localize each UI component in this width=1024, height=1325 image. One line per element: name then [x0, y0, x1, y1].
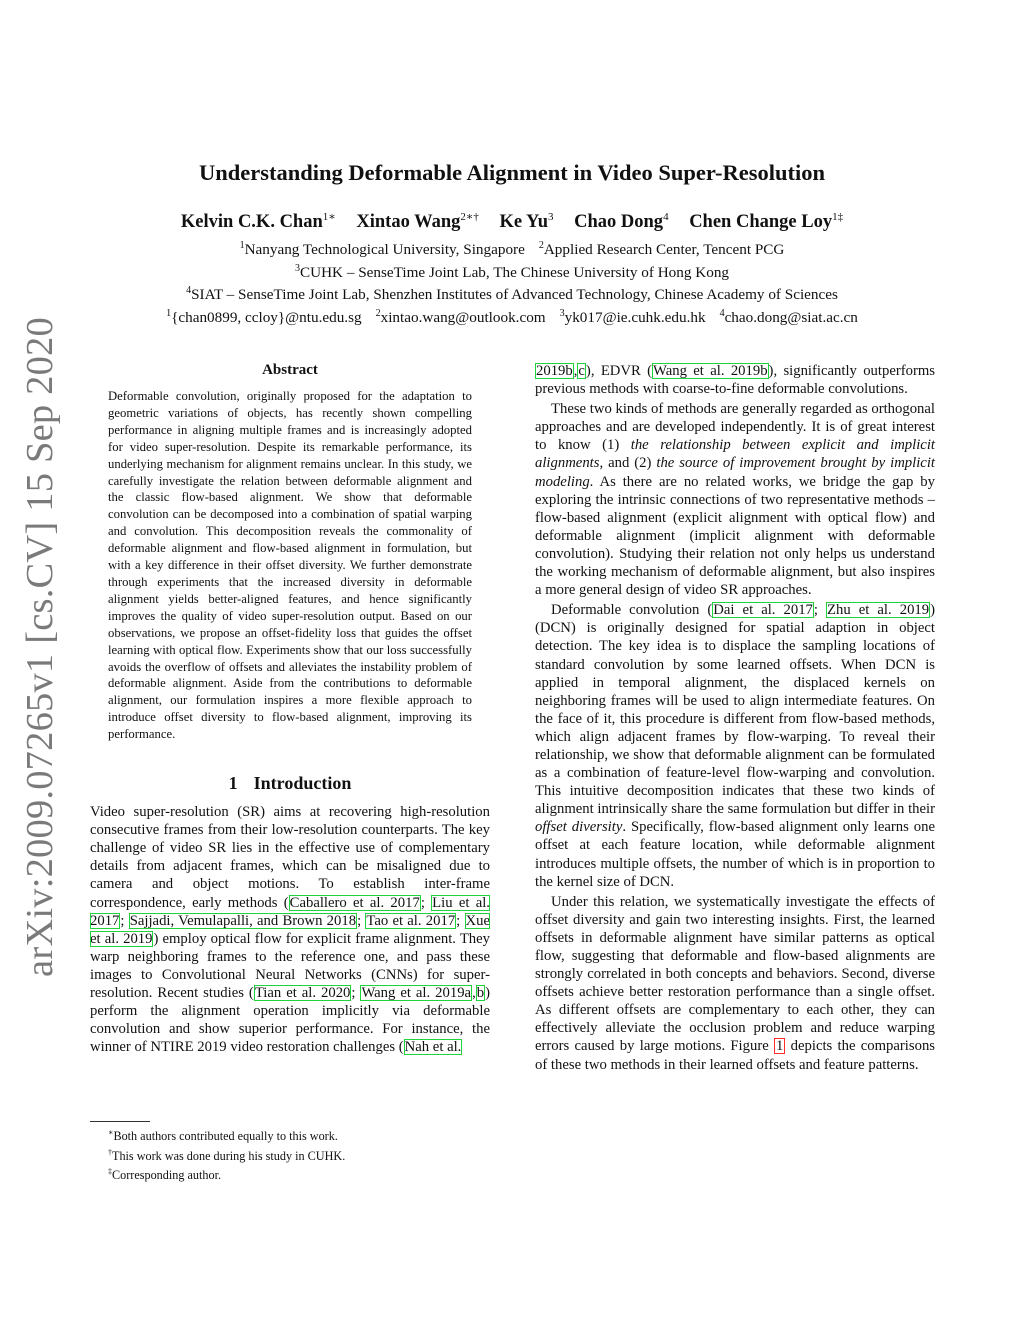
author-name: Kelvin C.K. Chan$^{1∗}$	[180, 211, 336, 233]
footnote: ‡Corresponding author.	[108, 1167, 221, 1183]
paper-title: Understanding Deformable Alignment in Video Super-Resolution	[198, 160, 826, 185]
citation-link[interactable]: Wang et al. 2019a	[361, 984, 472, 1001]
citation-link[interactable]: Xue et al. 2019	[90, 912, 490, 947]
citation-link[interactable]: Wang et al. 2019b	[653, 363, 768, 379]
left-column	[90, 362, 490, 1056]
intro-paragraph-2: These two kinds of methods are generally regarded as orthogonal approaches and are developed independently. It is of great interest to know (1) the relationship between explicit and implicit alignments, and (2) the source of improvement brought by implicit modeling. As there are no related works, we bridge the gap by exploring the intrinsic connections of two representative methods – flow-based alignment (explicit alignment with optical flow) and deformable alignment (implicit alignment with deformable convolution). Studying their relation not only helps us understand the working mechanism of deformable alignment, but also inspires a more general design of video SR approaches.	[535, 401, 935, 599]
abstract-text: Deformable convolution, originally proposed for the adaptation to geometric variations of objects, has recently shown compelling performance in aligning multiple frames and is increasingly adopted for video super-resolution. Despite its remarkable performance, its underlying mechanism for alignment remains unclear. In this study, we carefully investigate the relation between deformable alignment and the classic flow-based alignment. We show that deformable convolution can be decomposed into a combination of spatial warping and convolution. This decomposition reveals the commonality of deformable alignment and flow-based alignment in formulation, but with a key difference in their offset diversity. We further demonstrate through experiments that the increased diversity in deformable alignment yields better-aligned features, and hence significantly improves the quality of video super-resolution output. Based on our observations, we propose an offset-fidelity loss that guides the offset learning with optical flow. Experiments show that our loss successfully avoids the overflow of offsets and alleviates the instability problem of deformable alignment. Aside from the contributions to deformable alignment, our formulation inspires a more flexible approach to introduce offset diversity to flow-based alignment, improving its performance.	[108, 389, 472, 742]
author-list	[0, 210, 1024, 233]
author-name: Xintao Wang$^{2∗\dagger}$	[356, 211, 479, 233]
arxiv-identifier-stamp	[12, 317, 68, 977]
intro-paragraph-1: Video super-resolution (SR) aims at recovering high-resolution consecutive frames from their low-resolution counterparts. The key challenge of video SR lies in the effective use of complementary details from adjacent frames, which can be misaligned due to camera and object motions. To establish inter-frame correspondence, early methods (Caballero et al. 2017; Liu et al. 2017; Sajjadi, Vemulapalli, and Brown 2018; Tao et al. 2017; Xue et al. 2019) employ optical flow for explicit frame alignment. They warp neighboring frames to the reference one, and pass these images to Convolutional Neural Networks (CNNs) for super-resolution. Recent studies (Tian et al. 2020; Wang et al. 2019a,b) perform the alignment operation implicitly via deformable convolution and show superior performance. For instance, the winner of NTIRE 2019 video restoration challenges (Nah et al.	[90, 804, 490, 1056]
intro-paragraph-3: Deformable convolution (Dai et al. 2017; Zhu et al. 2019) (DCN) is originally designed for spatial adaption in object detection. The key idea is to displace the sampling locations of standard convolution by some learned offsets. When DCN is applied in temporal alignment, the displaced kernels on neighboring frames will be used to align intermediate features. On the face of it, this procedure is different from flow-based methods, which align adjacent frames by flow-warping. To reveal their relationship, we show that deformable alignment can be formulated as a combination of feature-level flow-warping and convolution. This intuitive decomposition indicates that these two kinds of alignment intrinsically share the same formulation but differ in their offset diversity. Specifically, flow-based alignment only learns one offset at each feature location, while deformable alignment introduces multiple offsets, the number of which is in proportion to the kernel size of DCN.	[535, 602, 936, 890]
arxiv-identifier-text: arXiv:2009.07265v1 [cs.CV] 15 Sep 2020	[19, 317, 61, 977]
right-column	[535, 362, 935, 1076]
footnotes	[90, 1121, 510, 1184]
author-name: Chao Dong$^4$	[574, 211, 669, 233]
footnote-divider	[90, 1121, 150, 1122]
citation-link[interactable]: b	[476, 984, 485, 1001]
affiliation-line: $^1$Nanyang Technological University, Singapore $^2$Applied Research Center, Tencent PCG	[239, 240, 785, 259]
citation-link[interactable]: Zhu et al. 2019	[827, 602, 930, 619]
abstract-heading: Abstract	[262, 362, 318, 378]
section-heading-introduction: 1 Introduction	[228, 773, 352, 794]
citation-link[interactable]: Liu et al. 2017	[90, 894, 490, 929]
citation-link[interactable]: Sajjadi, Vemulapalli, and Brown 2018	[129, 912, 357, 929]
citation-link[interactable]: Caballero et al. 2017	[289, 894, 420, 911]
author-emails: $^1${chan0899, ccloy}@ntu.edu.sg $^2$xintao.wang@outlook.com $^3$yk017@ie.cuhk.edu.hk $^4$chao.dong@siat.ac.cn	[166, 307, 858, 327]
citation-link[interactable]: Nah et al.	[404, 1039, 462, 1056]
intro-paragraph-1-continued: 2019b,c), EDVR (Wang et al. 2019b), significantly outperforms previous methods with coarse-to-fine deformable convolutions.	[535, 363, 935, 398]
footnote: †This work was done during his study in CUHK.	[108, 1147, 346, 1163]
affiliation-line: $^4$SIAT – SenseTime Joint Lab, Shenzhen Institutes of Advanced Technology, Chinese Academy of Sciences	[186, 285, 838, 304]
affiliations	[0, 237, 1024, 328]
citation-link[interactable]: Dai et al. 2017	[713, 602, 813, 619]
citation-link[interactable]: Tian et al. 2020	[254, 984, 351, 1001]
affiliation-line: $^3$CUHK – SenseTime Joint Lab, The Chinese University of Hong Kong	[294, 262, 730, 281]
citation-link[interactable]: 2019b	[536, 363, 573, 379]
author-name: Ke Yu$^3$	[499, 211, 554, 233]
citation-link[interactable]: Tao et al. 2017	[366, 912, 456, 929]
author-name: Chen Change Loy$^{1\ddagger}$	[689, 211, 844, 233]
intro-paragraph-4: Under this relation, we systematically investigate the effects of offset diversity and gain two interesting insights. First, the learned offsets in deformable alignment have similar patterns as optical flow, suggesting that deformable and flow-based alignments are strongly correlated in both concepts and behaviors. Second, diverse offsets achieve better restoration performance than a single offset. As different offsets are complementary to each other, they can effectively alleviate the occlusion problem and reduce warping errors caused by large motions. Figure 1 depicts the comparisons of these two methods in their learned offsets and feature patterns.	[535, 893, 936, 1073]
figure-reference-link[interactable]: 1	[776, 1038, 784, 1055]
citation-link[interactable]: c	[578, 363, 585, 379]
footnote: ∗Both authors contributed equally to this work.	[108, 1128, 338, 1144]
